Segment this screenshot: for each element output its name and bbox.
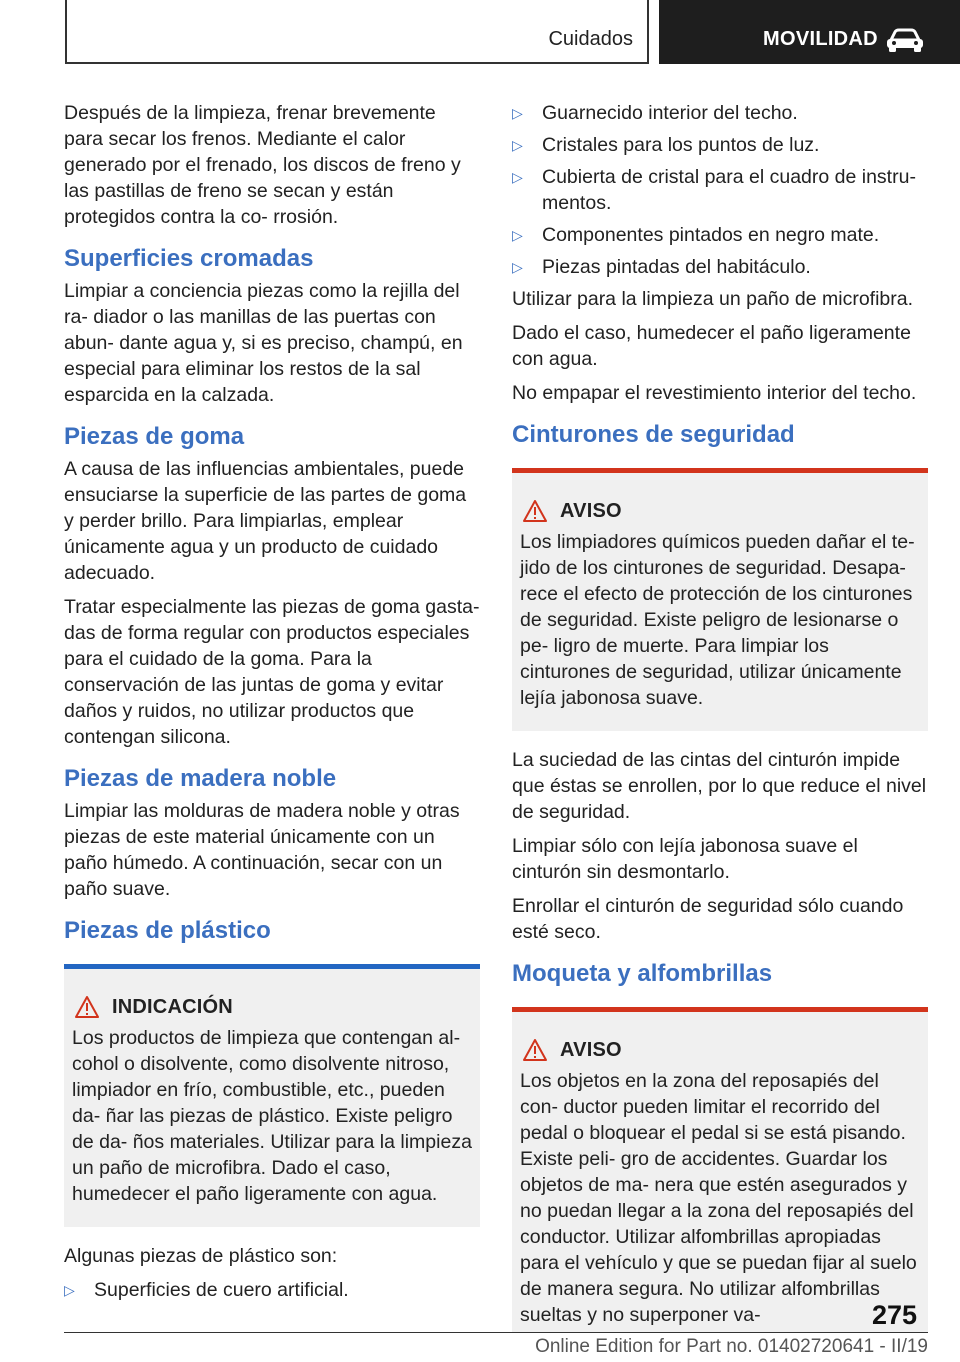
bullet-triangle-icon: ▷	[512, 259, 523, 275]
list-item: ▷ Piezas pintadas del habitáculo.	[512, 256, 811, 278]
bullet-triangle-icon: ▷	[512, 169, 523, 185]
left-column	[64, 100, 480, 1309]
microfiber-paragraph: Utilizar para la limpieza un paño de microfibra.	[512, 288, 914, 310]
moisten-paragraph: Dado el caso, humedecer el paño ligeramente con agua.	[512, 322, 911, 370]
warning-box-seat-belts	[512, 468, 928, 731]
header-chapter-box	[659, 0, 960, 64]
note-box-plastic	[64, 964, 480, 1227]
warning-title: AVISO	[560, 499, 622, 522]
header-chapter-title: MOVILIDAD	[763, 28, 878, 50]
note-text: Los productos de limpieza que contengan al- cohol o disolvente, como disolvente nitroso, limpiador en frío, combustible, etc., pueden da- ñar las piezas de plástico. Existe peligro de da- ños materiales. Utilizar para la limpieza un paño de microfibra. Dado el caso, humedecer el paño ligeramente con agua.	[72, 1027, 472, 1205]
bullet-triangle-icon: ▷	[512, 227, 523, 243]
chrome-paragraph: Limpiar a conciencia piezas como la rejilla del ra- diador o las manillas de las puertas con abun- dante agua y, si es preciso, champú, en especial para eliminar los restos de la sal esparcida en la calzada.	[64, 280, 463, 406]
warning-triangle-icon	[522, 499, 548, 523]
warning-text: Los limpiadores químicos pueden dañar el te- jido de los cinturones de seguridad. Desapa- rece el efecto de protección de los cinturones de seguridad. Existe peligro de lesionarse o pe- ligro de muerte. Para limpiar los cinturones de seguridad, utilizar únicamente lejía jabonosa suave.	[520, 531, 915, 709]
heading-carpet-mats: Moqueta y alfombrillas	[512, 960, 773, 987]
header-section-title: Cuidados	[548, 28, 633, 50]
rubber-paragraph-1: A causa de las influencias ambientales, puede ensuciarse la superficie de las partes de goma y perder brillo. Para limpiarlas, emplear únicamente agua y un producto de cuidado adecuado.	[64, 458, 467, 584]
heading-wood-parts: Piezas de madera noble	[64, 765, 337, 792]
plastic-parts-list-left	[64, 1277, 480, 1303]
belts-paragraph-1: La suciedad de las cintas del cinturón impide que éstas se enrollen, por lo que reduce el nivel de seguridad.	[512, 749, 927, 823]
heading-rubber-parts: Piezas de goma	[64, 423, 245, 450]
warning-triangle-icon	[522, 1038, 548, 1062]
bullet-triangle-icon: ▷	[512, 105, 523, 121]
list-item: ▷ Cubierta de cristal para el cuadro de instru- mentos.	[512, 166, 916, 214]
right-column	[512, 100, 928, 1348]
warning-box-carpet	[512, 1007, 928, 1332]
header-section-box	[65, 0, 649, 64]
list-item: ▷ Superficies de cuero artificial.	[64, 1279, 349, 1301]
plastic-parts-list-right	[512, 100, 928, 280]
headliner-paragraph: No empapar el revestimiento interior del techo.	[512, 382, 917, 404]
list-item: ▷ Cristales para los puntos de luz.	[512, 134, 820, 156]
list-item: ▷ Componentes pintados en negro mate.	[512, 224, 880, 246]
warning-triangle-icon	[74, 995, 100, 1019]
note-title: INDICACIÓN	[112, 995, 233, 1018]
belts-paragraph-2: Limpiar sólo con lejía jabonosa suave el cinturón sin desmontarlo.	[512, 835, 858, 883]
warning-title: AVISO	[560, 1038, 622, 1061]
heading-seat-belts: Cinturones de seguridad	[512, 421, 795, 448]
belts-paragraph-3: Enrollar el cinturón de seguridad sólo cuando esté seco.	[512, 895, 904, 943]
heading-chrome-surfaces: Superficies cromadas	[64, 245, 314, 272]
list-item: ▷ Guarnecido interior del techo.	[512, 102, 798, 124]
wood-paragraph: Limpiar las molduras de madera noble y otras piezas de este material únicamente con un paño húmedo. A continuación, secar con un paño suave.	[64, 800, 460, 900]
page-number: 275	[872, 1300, 918, 1330]
bullet-triangle-icon: ▷	[512, 137, 523, 153]
bullet-triangle-icon: ▷	[64, 1282, 75, 1298]
plastic-list-intro: Algunas piezas de plástico son:	[64, 1245, 338, 1267]
heading-plastic-parts: Piezas de plástico	[64, 917, 271, 944]
rubber-paragraph-2: Tratar especialmente las piezas de goma gasta- das de forma regular con productos especiales para el cuidado de la goma. Para la conservación de las juntas de goma y evitar daños y ruidos, no utilizar productos que contengan silicona.	[64, 596, 480, 748]
footer-divider	[64, 1332, 928, 1333]
footer-edition: Online Edition for Part no. 01402720641 - II/19	[535, 1336, 928, 1357]
car-icon	[885, 27, 925, 53]
warning-text: Los objetos en la zona del reposapiés del con- ductor pueden limitar el recorrido del pedal o bloquear el pedal si se está pisando. Existe peli- gro de accidentes. Guardar los objetos de ma- nera que estén asegurados y no puedan llegar a la zona del reposapiés del conductor. Utilizar alfombrillas apropiadas para el vehículo y que se puedan fijar al suelo de manera segura. No utilizar alfombrillas sueltas y no superponer va-	[520, 1070, 917, 1326]
intro-paragraph: Después de la limpieza, frenar brevemente para secar los frenos. Mediante el calor generado por el frenado, los discos de freno y las pastillas de freno se secan y están protegidos contra la co- rrosión.	[64, 102, 461, 228]
